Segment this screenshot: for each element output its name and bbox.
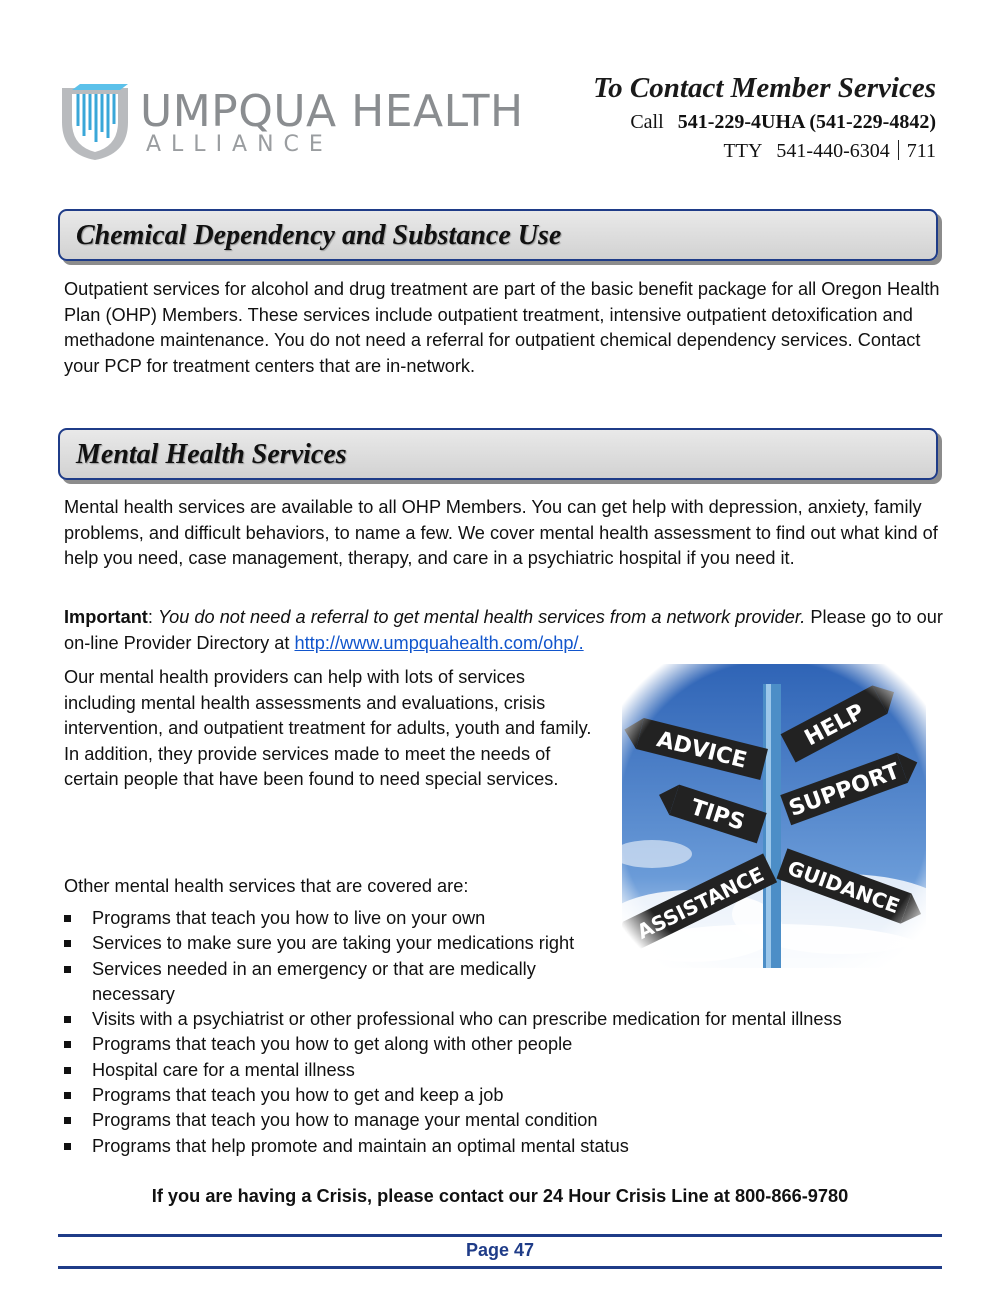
tty-divider (898, 140, 899, 160)
important-italic: You do not need a referral to get mental health services from a network provider. (158, 607, 806, 627)
logo-shield-icon (58, 82, 132, 162)
tty-number: 541-440-6304 (776, 140, 890, 162)
list-item: Programs that teach you how to get and keep a job (64, 1083, 944, 1108)
footer-rule-bottom (58, 1266, 942, 1269)
crisis-line-notice: If you are having a Crisis, please contact our 24 Hour Crisis Line at 800-866-9780 (151, 1186, 849, 1206)
section-header-chemical (58, 209, 938, 261)
covered-intro: Other mental health services that are covered are: (64, 876, 469, 896)
covered-services-list (64, 906, 944, 1159)
important-label: Important (64, 607, 148, 627)
page-number: Page 47 (465, 1240, 535, 1260)
footer-rule-top (58, 1234, 942, 1237)
chemical-body: Outpatient services for alcohol and drug treatment are part of the basic benefit package for all Oregon Health Plan (OHP) Members. These services include outpatient treatment, intensive outpatient detoxification and methadone maintenance. You do not need a referral for outpatient chemical dependency services. Contact your PCP for treatment centers that are in-network. (64, 279, 940, 376)
contact-block (593, 72, 936, 163)
call-label: Call (630, 111, 664, 133)
list-item: Programs that help promote and maintain an optimal mental status (64, 1134, 944, 1159)
contact-title: To Contact Member Services (593, 72, 936, 104)
provider-directory-link[interactable]: http://www.umpquahealth.com/ohp/. (294, 632, 584, 653)
umpqua-logo (58, 82, 524, 164)
logo-wordmark: UMPQUA HEALTH (140, 86, 524, 137)
mental-intro: Mental health services are available to all OHP Members. You can get help with depression, anxiety, family problems, and difficult behaviors, to name a few. We cover mental health assessment to find out what kind of help you need, case management, therapy, and care in a psychiatric hospital if you need it. (64, 497, 938, 568)
logo-subtitle: ALLIANCE (146, 132, 333, 157)
important-note: Important: You do not need a referral to get mental health services from a network provider. Please go to our on-line Provider Directory at http://www.umpquahealth.com/ohp/. (64, 607, 943, 653)
list-item: Programs that teach you how to get along with other people (64, 1032, 944, 1057)
tty-label: TTY (723, 140, 763, 162)
list-item: Hospital care for a mental illness (64, 1058, 944, 1083)
section-header-mental (58, 428, 938, 480)
call-line (593, 111, 936, 134)
list-item: Programs that teach you how to live on your own (64, 906, 944, 931)
list-item: Services needed in an emergency or that are medically necessary (64, 957, 572, 1008)
list-item: Services to make sure you are taking your medications right (64, 931, 944, 956)
section-title-mental: Mental Health Services (76, 439, 347, 470)
tty-alt-number: 711 (906, 140, 936, 162)
section-title-chemical: Chemical Dependency and Substance Use (76, 220, 562, 251)
call-number: 541-229-4UHA (541-229-4842) (677, 111, 936, 133)
providers-paragraph: Our mental health providers can help with lots of services including mental health assessments and evaluations, crisis intervention, and outpatient treatment for adults, youth and family. In addition, they provide services made to meet the needs of certain people that have been found to need special services. (64, 667, 592, 789)
important-rest: Please go to our on-line Provider Directory at (64, 607, 943, 653)
tty-line (593, 140, 936, 163)
list-item: Programs that teach you how to manage your mental condition (64, 1108, 944, 1133)
list-item: Visits with a psychiatrist or other professional who can prescribe medication for mental illness (64, 1007, 944, 1032)
